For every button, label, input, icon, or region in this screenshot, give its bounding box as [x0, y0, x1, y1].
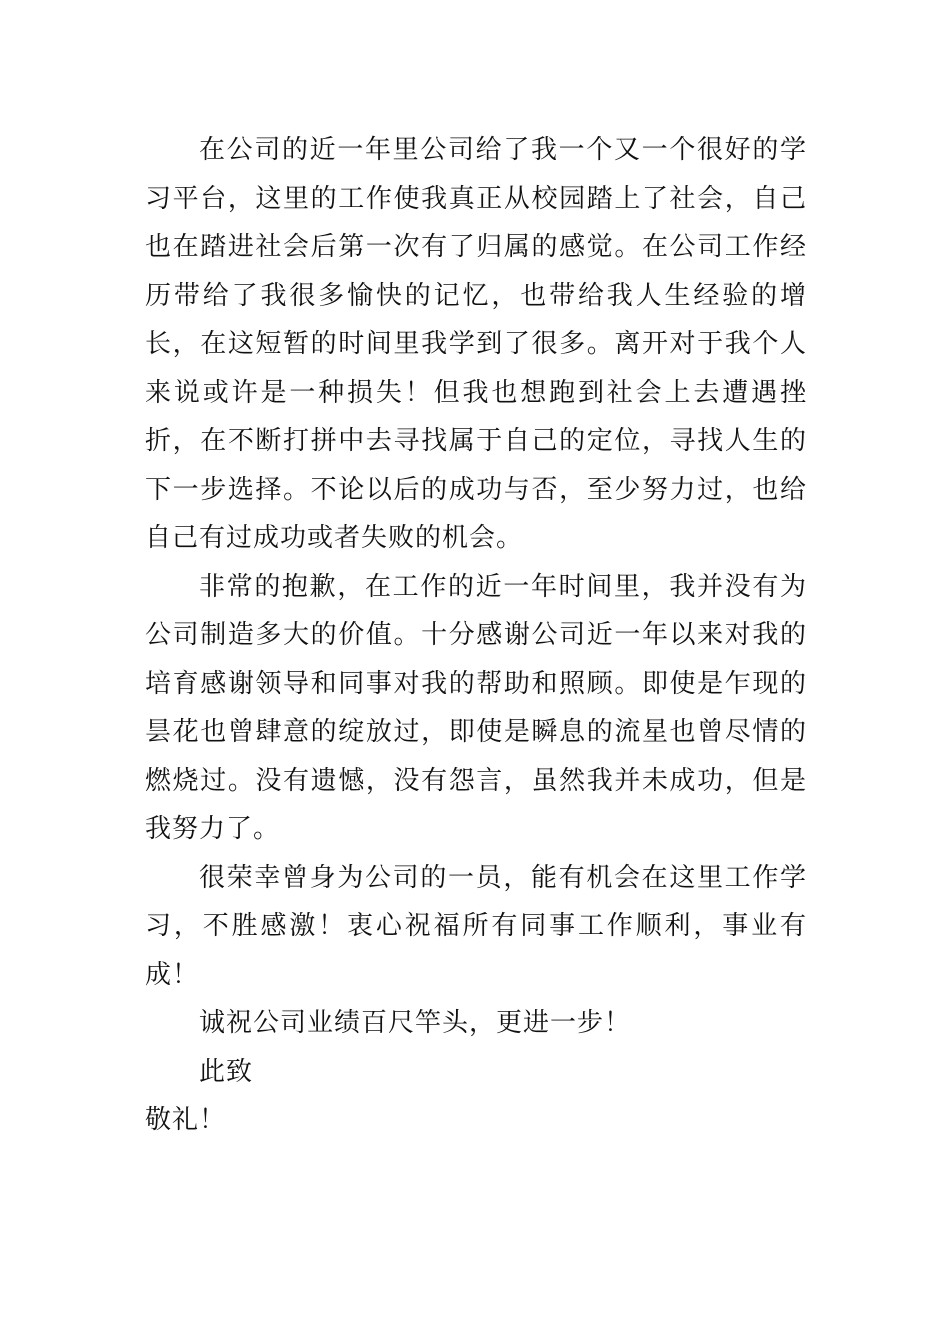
salutation-line-2: 敬礼！ — [145, 1105, 227, 1135]
paragraph-2: 非常的抱歉，在工作的近一年时间里，我并没有为公司制造多大的价值。十分感谢公司近一年以来对我的培育感谢领导和同事对我的帮助和照顾。即使是乍现的昙花也曾肆意的绽放过，即使是瞬息的流星也曾尽情的燃烧过。没有遗憾，没有怨言，虽然我并未成功，但是我努力了。 — [145, 571, 807, 844]
paragraph-3: 很荣幸曾身为公司的一员，能有机会在这里工作学习，不胜感激！衷心祝福所有同事工作顺利，事业有成！ — [145, 862, 807, 990]
salutation-line-1: 此致 — [199, 1056, 254, 1087]
paragraph-1: 在公司的近一年里公司给了我一个又一个很好的学习平台，这里的工作使我真正从校园踏上了社会，自己也在踏进社会后第一次有了归属的感觉。在公司工作经历带给了我很多愉快的记忆，也带给我人生经验的增长，在这短暂的时间里我学到了很多。离开对于我个人来说或许是一种损失！但我也想跑到社会上去遭遇挫折，在不断打拼中去寻找属于自己的定位，寻找人生的下一步选择。不论以后的成功与否，至少努力过，也给自己有过成功或者失败的机会。 — [145, 135, 807, 553]
letter-body — [145, 126, 807, 1145]
closing-wish: 诚祝公司业绩百尺竿头，更进一步！ — [199, 1008, 632, 1038]
